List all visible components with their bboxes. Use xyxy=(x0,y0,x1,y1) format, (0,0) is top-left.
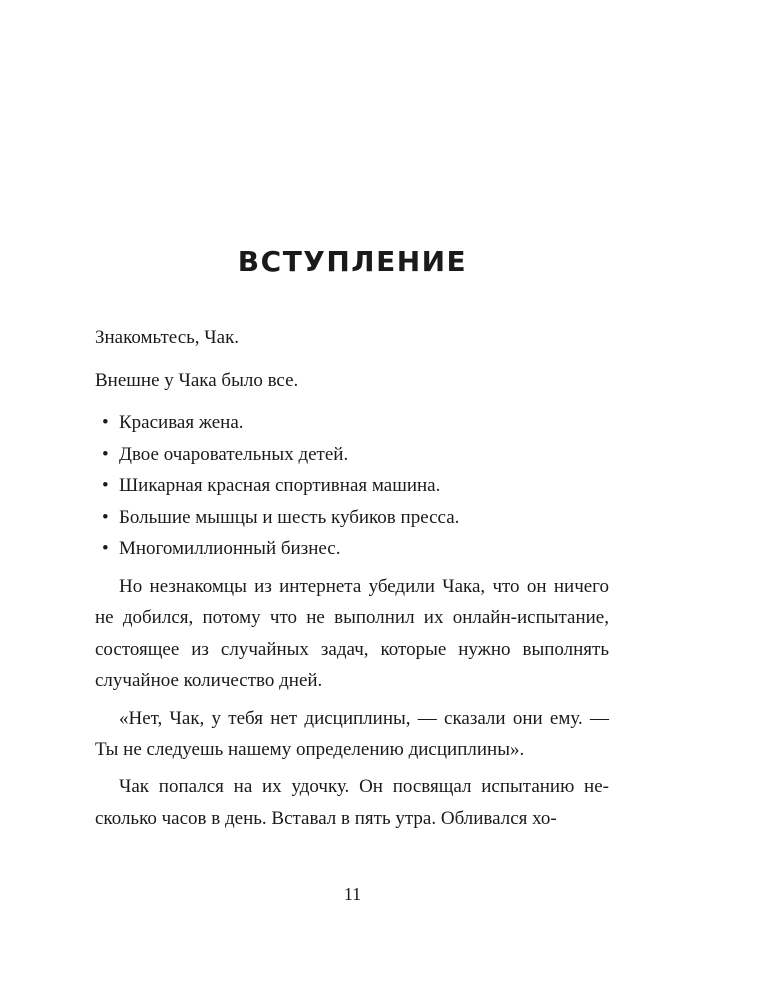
bullet-icon: • xyxy=(102,443,109,465)
bullet-item xyxy=(95,470,609,502)
external-paragraph: Внешне у Чака было все. xyxy=(95,370,299,391)
bullet-icon: • xyxy=(102,412,109,433)
bullet-list xyxy=(95,407,609,565)
bullet-item xyxy=(95,502,609,534)
bullet-icon: • xyxy=(102,506,109,528)
chapter-title: ВСТУПЛЕНИЕ xyxy=(237,245,468,278)
body-text xyxy=(95,571,609,840)
bullet-text: Большие мышцы и шесть кубиков пресса. xyxy=(119,506,460,528)
bullet-item xyxy=(95,439,609,471)
bullet-item xyxy=(95,533,609,565)
bullet-icon: • xyxy=(102,538,109,559)
bullet-text: Двое очаровательных детей. xyxy=(119,443,349,465)
intro-paragraph: Знакомьтесь, Чак. xyxy=(95,327,240,348)
bullet-icon: • xyxy=(102,475,109,496)
bullet-item xyxy=(95,407,609,439)
bullet-text: Шикарная красная спортивная машина. xyxy=(119,475,441,496)
body-paragraph: Чак попался на их удочку. Он посвящал испытанию несколько часов в день. Вставал в пять утра. Обливался хо- xyxy=(95,776,609,829)
body-paragraph: Но незнакомцы из интернета убедили Чака, что он ничего не добился, потому что не выполнил их онлайн-испытание, состоящее из случайных задач, которые нужно выполнять случайное количество дней. xyxy=(95,576,609,692)
body-paragraph: «Нет, Чак, у тебя нет дисциплины, — сказали они ему. — Ты не следуешь нашему определению дисциплины». xyxy=(95,707,609,761)
bullet-text: Красивая жена. xyxy=(119,412,244,433)
page-number: 11 xyxy=(343,884,362,904)
bullet-text: Многомиллионный бизнес. xyxy=(119,538,341,559)
